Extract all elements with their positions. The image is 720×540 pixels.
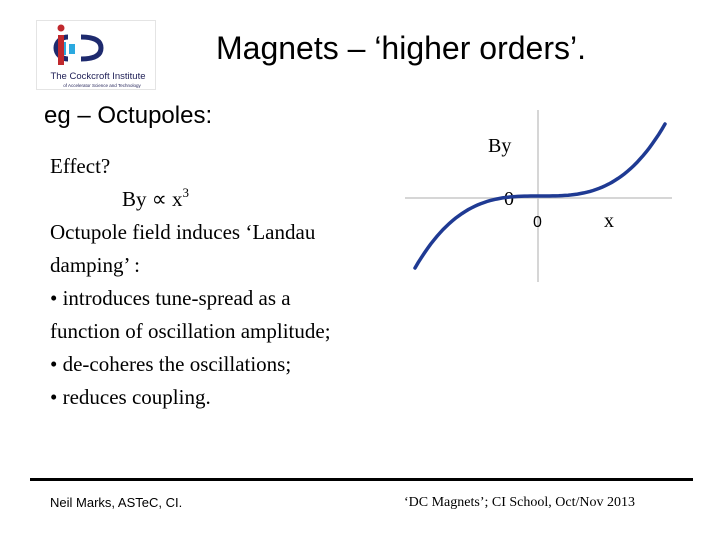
octupole-field-graph [400,110,680,290]
footer-author: Neil Marks, ASTeC, CI. [50,495,183,510]
footer-rule [30,478,693,481]
body-line-octupole: Octupole field induces ‘Landau [50,220,316,244]
y-origin-label: 0 [504,188,514,210]
body-bullet-decoheres: • de-coheres the oscillations; [50,352,292,376]
formula-prefix: By ∝ x [122,187,183,211]
slide-subtitle: eg – Octupoles: [44,102,213,129]
slide-title: Magnets – ‘higher orders’. [216,30,586,66]
body-text [50,150,390,414]
body-line-function: function of oscillation amplitude; [50,319,331,343]
body-line-damping: damping’ : [50,253,141,277]
cockcroft-institute-logo [36,20,156,90]
x-axis-label: x [604,210,614,232]
cubic-curve [415,124,665,268]
y-axis-label: By [488,135,512,157]
footer-course: ‘DC Magnets’; CI School, Oct/Nov 2013 [404,495,635,510]
logo-tagline: of Accelerator Science and Technology [63,83,141,88]
body-bullet-tune-spread: • introduces tune-spread as a [50,286,291,310]
x-origin-label: 0 [533,214,542,231]
logo-name: The Cockcroft Institute [50,71,146,82]
body-bullet-coupling: • reduces coupling. [50,385,211,409]
body-line-effect: Effect? [50,154,111,178]
body-formula [50,183,390,216]
formula-exponent: 3 [182,185,190,200]
